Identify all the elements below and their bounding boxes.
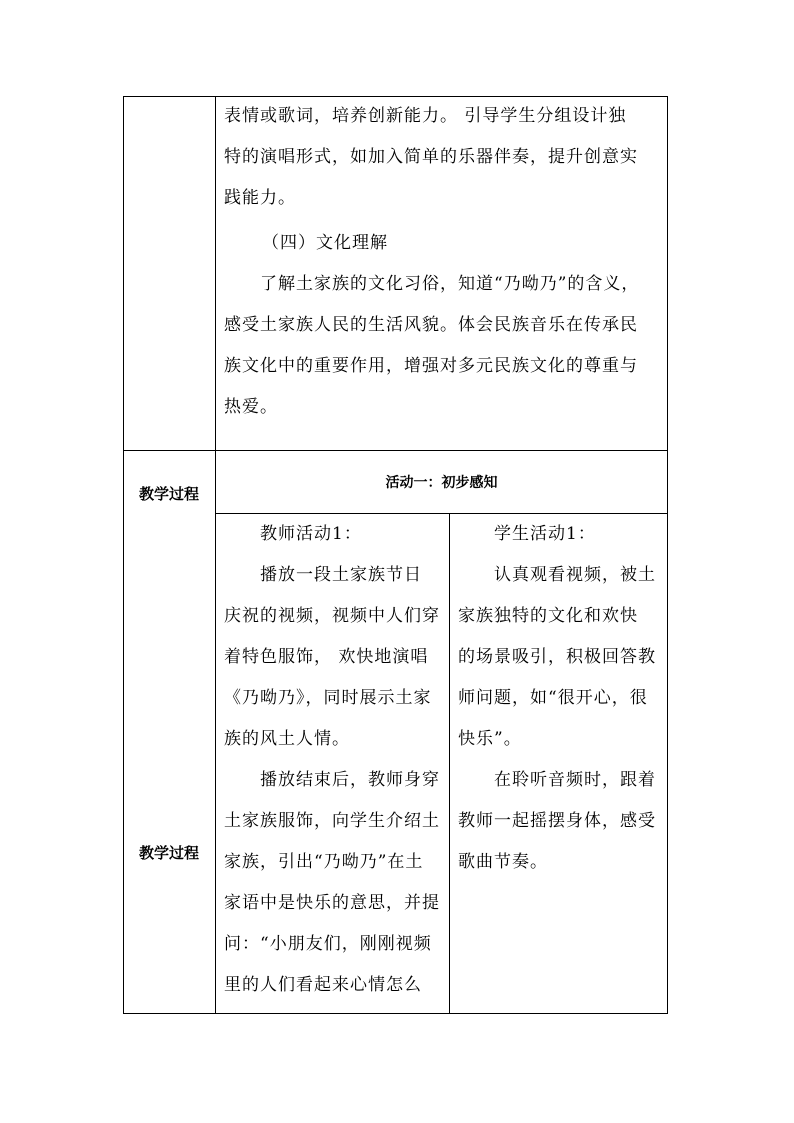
student-activity-column: [458, 514, 663, 883]
text-line: 表情或歌词，培养创新能力。 引导学生分组设计独: [224, 106, 627, 126]
text-line: 歌曲节奏。: [458, 852, 548, 872]
teacher-activity-heading: 教师活动1：: [260, 524, 362, 544]
text-line: 着特色服饰， 欢快地演唱: [224, 647, 429, 667]
text-line: 里的人们看起来心情怎么: [224, 975, 422, 995]
section-heading-text: （四）文化理解: [262, 233, 388, 253]
text-line: 播放结束后，教师身穿: [260, 770, 440, 790]
text-line: 播放一段土家族节日: [260, 565, 422, 585]
row-label-teaching-process-repeat: 教学过程: [138, 844, 199, 862]
text-line: 家语中是快乐的意思，并提: [224, 893, 440, 913]
text-line: 土家族服饰，向学生介绍土: [224, 811, 440, 831]
text-line: 特的演唱形式，如加入简单的乐器伴奏，提升创意实: [224, 147, 638, 167]
text-line: 感受土家族人民的生活风貌。体会民族音乐在传承民: [224, 315, 638, 335]
objectives-paragraph-1: [224, 96, 662, 219]
objectives-paragraph-2: [224, 264, 662, 428]
text-line: 族文化中的重要作用，增强对多元民族文化的尊重与: [224, 356, 638, 376]
text-line: 快乐”。: [458, 729, 522, 749]
text-line: 践能力。: [224, 188, 296, 208]
text-line: 热爱。: [224, 397, 278, 417]
text-line: 问：“小朋友们，刚刚视频: [224, 934, 432, 954]
text-line: 教师一起摇摆身体，感受: [458, 811, 656, 831]
text-line: 庆祝的视频，视频中人们穿: [224, 606, 440, 626]
table-left-border: [123, 96, 124, 1014]
section-heading-cultural-understanding: [262, 223, 700, 264]
activity-columns-divider: [449, 513, 450, 1014]
student-activity-heading: 学生活动1：: [494, 524, 596, 544]
text-line: 家族独特的文化和欢快: [458, 606, 638, 626]
teacher-activity-column: [224, 514, 446, 1006]
text-line: 家族，引出“乃呦乃”在土: [224, 852, 424, 872]
text-line: 的场景吸引，积极回答教: [458, 647, 656, 667]
text-line: 了解土家族的文化习俗，知道“乃呦乃”的含义，: [260, 274, 640, 294]
text-line: 师问题，如“很开心，很: [458, 688, 648, 708]
label-column-divider: [215, 96, 216, 1014]
row-divider-objectives: [123, 450, 668, 451]
text-line: 认真观看视频，被土: [494, 565, 656, 585]
table-bottom-border: [123, 1013, 668, 1014]
activity-title: 活动一：初步感知: [385, 475, 498, 491]
text-line: 《乃呦乃》，同时展示土家: [224, 688, 432, 708]
row-label-teaching-process: 教学过程: [138, 485, 199, 503]
text-line: 族的风土人情。: [224, 729, 350, 749]
text-line: 在聆听音频时，跟着: [494, 770, 656, 790]
